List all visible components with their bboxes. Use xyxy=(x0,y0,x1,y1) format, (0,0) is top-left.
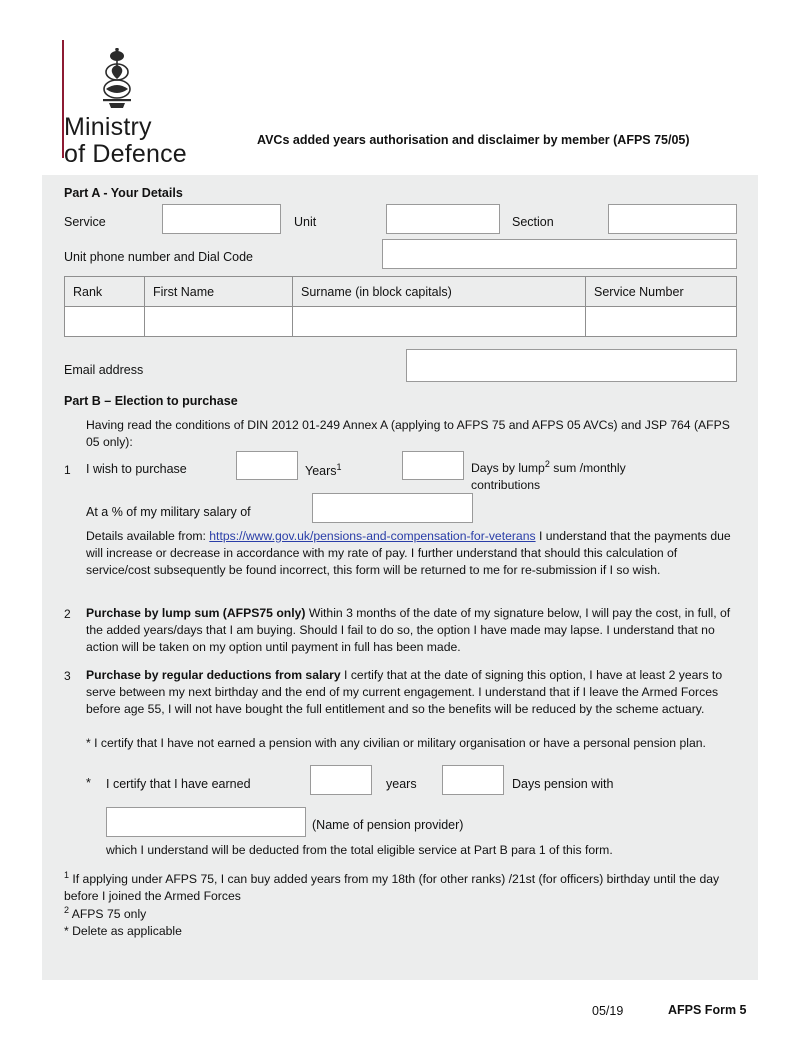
days-label-text-2: sum /monthly contributions xyxy=(471,461,626,493)
footnote-2-marker: 2 xyxy=(64,905,70,915)
unit-phone-input[interactable] xyxy=(382,239,737,269)
item-2-text: Within 3 months of the date of my signature below, I will pay the cost, in full, of the added years/days that I am buying. Should I fail to do so, the option I have made may lapse. I understand that no action will be taken on my option until payment in full has been made. xyxy=(86,606,731,654)
footer-date: 05/19 xyxy=(592,1004,624,1018)
gov-uk-pensions-link[interactable]: https://www.gov.uk/pensions-and-compensation-for-veterans xyxy=(209,529,536,543)
years-footnote-marker: 1 xyxy=(336,462,342,472)
days-label xyxy=(471,456,671,494)
item-3-text: I certify that at the date of signing this option, I have at least 2 years to serve between my next birthday and the end of my current engagement. I understand that if I leave the Armed Forces before age 55, I will not have bought the full entitlement and so the benefits will be reduced by the scheme actuary. xyxy=(86,668,723,716)
section-input[interactable] xyxy=(608,204,737,234)
footnote-1-text: If applying under AFPS 75, I can buy added years from my 18th (for other ranks) /21st (for officers) birthday until the day before I joined the Armed Forces xyxy=(64,872,720,904)
years-input[interactable] xyxy=(236,451,298,480)
form-body-panel xyxy=(42,175,758,980)
pension-provider-label: (Name of pension provider) xyxy=(312,818,464,832)
certify-years-input[interactable] xyxy=(310,765,372,795)
service-label: Service xyxy=(64,215,106,229)
col-surname: Surname (in block capitals) xyxy=(293,277,586,307)
deduction-note: which I understand will be deducted from the total eligible service at Part B para 1 of this form. xyxy=(106,843,613,857)
ministry-line-1: Ministry xyxy=(64,113,152,141)
footnote-2-text: AFPS 75 only xyxy=(69,907,147,922)
days-footnote-marker: 2 xyxy=(544,459,550,469)
wish-to-purchase-label: I wish to purchase xyxy=(86,462,187,476)
ministry-line-2: of Defence xyxy=(64,140,187,168)
footer-form-number: AFPS Form 5 xyxy=(668,1003,747,1017)
part-b-intro: Having read the conditions of DIN 2012 01-249 Annex A (applying to AFPS 75 and AFPS 05 AVCs) and JSP 764 (AFPS 05 only): xyxy=(86,418,730,449)
item-3-heading: Purchase by regular deductions from salary xyxy=(86,668,341,682)
unit-input[interactable] xyxy=(386,204,500,234)
email-field[interactable] xyxy=(406,349,737,382)
cell-service-number[interactable] xyxy=(586,307,737,337)
email-label: Email address xyxy=(64,363,144,377)
footnote-1-marker: 1 xyxy=(64,870,70,880)
certify-no-pension-text: * I certify that I have not earned a pension with any civilian or military organisation or have a personal pension plan. xyxy=(86,736,706,750)
royal-crest-icon xyxy=(97,48,137,110)
part-a-title: Part A - Your Details xyxy=(64,186,183,200)
cell-rank[interactable] xyxy=(65,307,145,337)
col-service-number: Service Number xyxy=(586,277,737,307)
footnote-3: * Delete as applicable xyxy=(64,924,182,938)
cell-surname[interactable] xyxy=(293,307,586,337)
certify-years-label: years xyxy=(386,777,417,791)
col-first-name: First Name xyxy=(145,277,293,307)
cell-first-name[interactable] xyxy=(145,307,293,337)
service-input[interactable] xyxy=(162,204,281,234)
item-2-heading: Purchase by lump sum (AFPS75 only) xyxy=(86,606,306,620)
certify-earned-label: I certify that I have earned xyxy=(106,777,251,791)
member-details-table xyxy=(64,276,737,337)
section-label: Section xyxy=(512,215,554,229)
years-label-text: Years xyxy=(305,464,337,479)
item-3-number: 3 xyxy=(64,669,71,683)
pension-provider-input[interactable] xyxy=(106,807,306,837)
table-row xyxy=(65,307,737,337)
certify-days-input[interactable] xyxy=(442,765,504,795)
days-input[interactable] xyxy=(402,451,464,480)
details-suffix: I understand that the payments due will increase or decrease in accordance with my rate of pay. I further understand that should this calculation of service/cost subsequently be found incorrect, this form will be returned to me for re-submission if I so wish. xyxy=(86,529,731,577)
details-prefix: Details available from: xyxy=(86,529,210,543)
unit-phone-label: Unit phone number and Dial Code xyxy=(64,250,254,264)
item-2-number: 2 xyxy=(64,607,71,621)
details-paragraph xyxy=(86,528,738,579)
col-rank: Rank xyxy=(65,277,145,307)
certify-days-label: Days pension with xyxy=(512,777,614,791)
table-header-row xyxy=(65,277,737,307)
certify-earned-marker: * xyxy=(86,776,91,790)
salary-percent-label: At a % of my military salary of xyxy=(86,505,251,519)
document-title: AVCs added years authorisation and disclaimer by member (AFPS 75/05) xyxy=(257,133,690,147)
part-b-title: Part B – Election to purchase xyxy=(64,394,238,408)
item-3-paragraph xyxy=(86,667,738,718)
ministry-name xyxy=(64,114,187,168)
salary-percent-input[interactable] xyxy=(312,493,473,523)
unit-label: Unit xyxy=(294,215,317,229)
footnote-1 xyxy=(64,867,736,905)
years-label xyxy=(305,462,342,478)
days-label-text-1: Days by lump xyxy=(471,461,545,476)
footnote-2 xyxy=(64,902,146,923)
document-header xyxy=(42,40,758,175)
item-2-paragraph xyxy=(86,605,738,656)
item-1-number: 1 xyxy=(64,463,71,477)
